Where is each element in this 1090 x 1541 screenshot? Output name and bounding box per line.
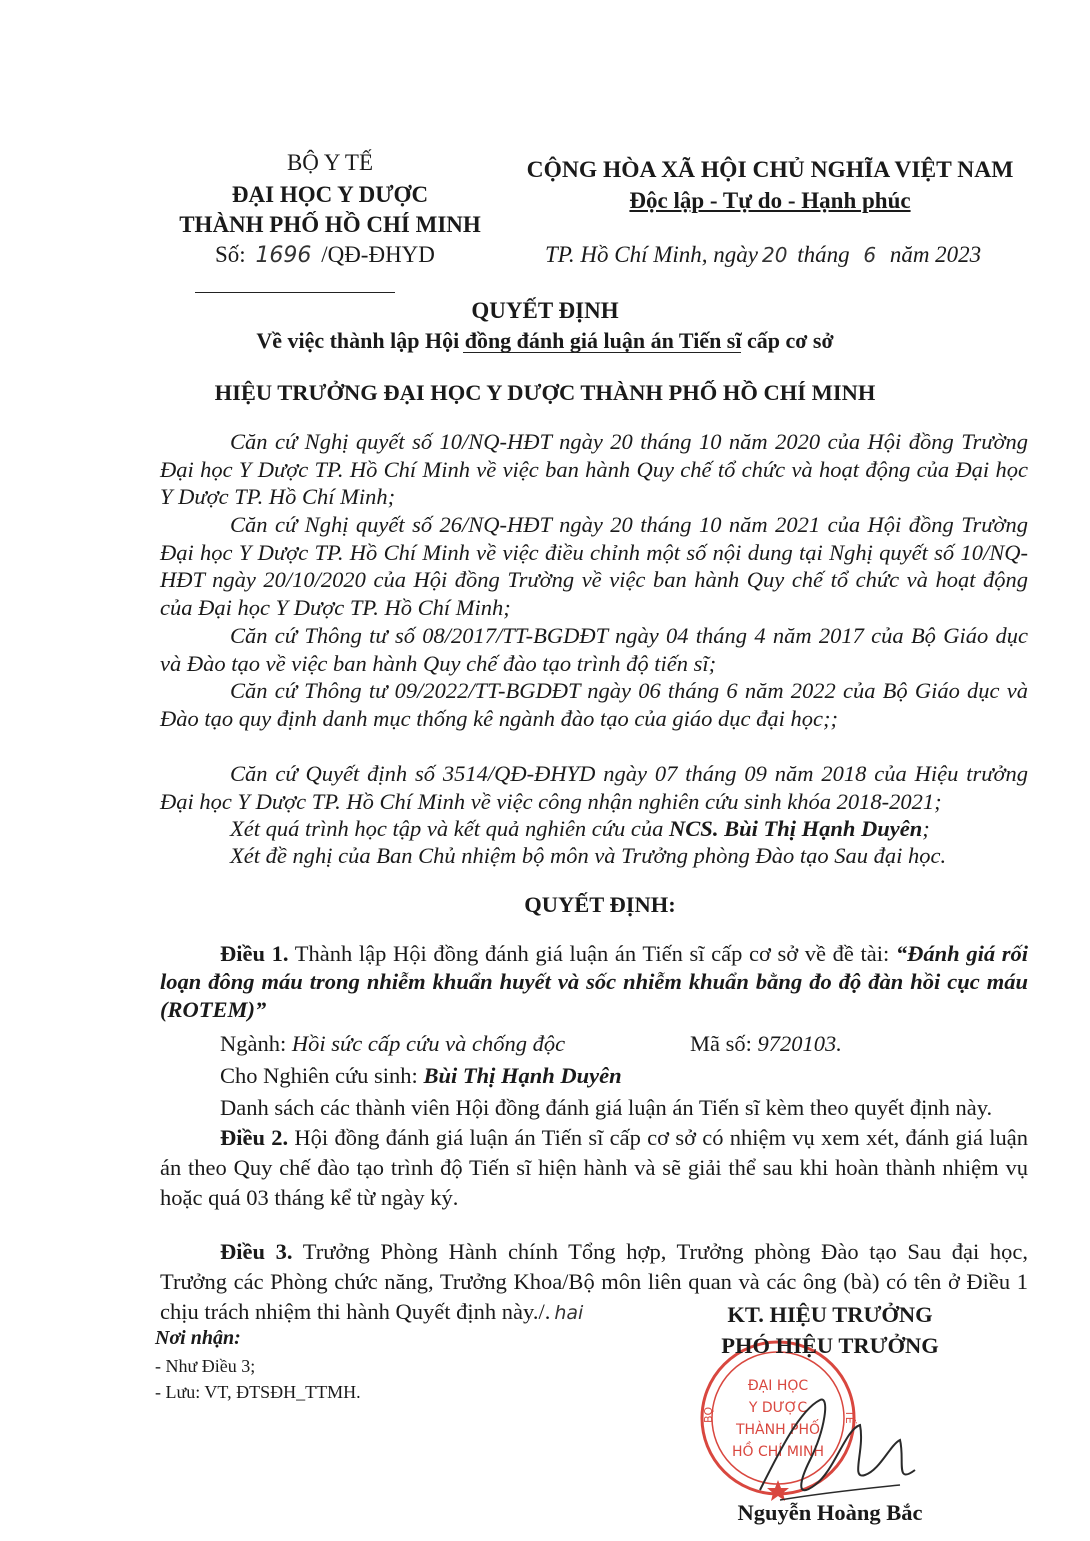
student-label: Cho Nghiên cứu sinh: bbox=[220, 1063, 424, 1088]
preamble-1: Căn cứ Nghị quyết số 10/NQ-HĐT ngày 20 tháng 10 năm 2020 của Hội đồng Trường Đại học Y Dược TP. Hồ Chí Minh về việc ban hành Quy chế tổ chức và hoạt động của Đại học Y Dược TP. Hồ Chí Minh; bbox=[160, 429, 1028, 509]
signer-name: Nguyễn Hoàng Bắc bbox=[737, 1500, 923, 1525]
student-name: Bùi Thị Hạnh Duyên bbox=[423, 1063, 622, 1088]
consider-1-prefix: Xét quá trình học tập và kết quả nghiên cứu của bbox=[230, 816, 670, 841]
decision-heading: QUYẾT ĐỊNH: bbox=[524, 892, 676, 917]
handwritten-signature-icon bbox=[740, 1390, 930, 1510]
field-label: Ngành: bbox=[220, 1031, 292, 1056]
signature-title-1: KT. HIỆU TRƯỞNG bbox=[727, 1302, 933, 1327]
preamble-2: Căn cứ Nghị quyết số 26/NQ-HĐT ngày 20 tháng 10 năm 2021 của Hội đồng Trường Đại học Y Dược TP. Hồ Chí Minh về việc điều chỉnh một số nội dung tại Nghị quyết số 10/NQ-HĐT ngày 20/10/2020 của Hội đồng Trường về việc ban hành Quy chế tổ chức và hoạt động của Đại học Y Dược TP. Hồ Chí Minh; bbox=[160, 512, 1028, 620]
seal-text-2: Y DƯỢC bbox=[748, 1400, 808, 1416]
decision-number bbox=[215, 240, 435, 271]
motto-text: Độc lập - Tự do - Hạnh phúc bbox=[629, 188, 911, 213]
number-suffix: /QĐ-ĐHYD bbox=[321, 242, 435, 267]
code-row bbox=[690, 1028, 842, 1059]
member-list-note: Danh sách các thành viên Hội đồng đánh giá luận án Tiến sĩ kèm theo quyết định này. bbox=[220, 1095, 993, 1120]
preamble-3: Căn cứ Thông tư số 08/2017/TT-BGDĐT ngày 04 tháng 4 năm 2017 của Bộ Giáo dục và Đào tạo về việc ban hành Quy chế đào tạo trình độ tiến sĩ; bbox=[160, 623, 1028, 676]
article-2-text: Hội đồng đánh giá luận án Tiến sĩ cấp cơ sở có nhiệm vụ xem xét, đánh giá luận án theo Quy chế đào tạo trình độ Tiến sĩ hiện hành và sẽ giải thể sau khi hoàn thành nhiệm vụ hoặc quá 03 tháng kể từ ngày ký. bbox=[160, 1125, 1028, 1210]
article-2-label: Điều 2. bbox=[220, 1125, 289, 1150]
article-1-topic: “Đánh giá rối loạn đông máu trong nhiễm khuẩn huyết và sốc nhiễm khuẩn bằng đo độ đàn hồi cục máu (ROTEM)” bbox=[160, 941, 1028, 1022]
subject-underline bbox=[463, 352, 741, 353]
field-row bbox=[220, 1028, 565, 1059]
code-label: Mã số: bbox=[690, 1031, 758, 1056]
date-month-label: tháng bbox=[797, 242, 850, 267]
recipient-item-2: - Lưu: VT, ĐTSĐH_TTMH. bbox=[155, 1382, 361, 1402]
seal-text-4: HỒ CHÍ MINH bbox=[731, 1444, 825, 1460]
preamble-4: Căn cứ Thông tư 09/2022/TT-BGDĐT ngày 06 tháng 6 năm 2022 của Bộ Giáo dục và Đào tạo quy định danh mục thống kê ngành đào tạo của giáo dục đại học;; bbox=[160, 678, 1028, 731]
date-month: 6 bbox=[863, 243, 877, 267]
country-name: CỘNG HÒA XÃ HỘI CHỦ NGHĨA VIỆT NAM bbox=[526, 157, 1014, 183]
consider-1-suffix: ; bbox=[922, 816, 930, 841]
article-2 bbox=[160, 1123, 1028, 1213]
consider-1-name: NCS. Bùi Thị Hạnh Duyên bbox=[669, 816, 923, 841]
number-prefix: Số: bbox=[215, 242, 246, 267]
ministry-name: BỘ Y TẾ bbox=[286, 150, 374, 175]
seal-text-3: THÀNH PHỐ bbox=[735, 1422, 821, 1438]
issuing-authority: HIỆU TRƯỞNG ĐẠI HỌC Y DƯỢC THÀNH PHỐ HỒ CHÍ MINH bbox=[214, 380, 876, 405]
national-motto bbox=[510, 186, 1030, 216]
recipient-item-1: - Như Điều 3; bbox=[155, 1356, 256, 1376]
date-day: 20 bbox=[761, 243, 788, 267]
issue-date bbox=[545, 240, 981, 270]
code-value: 9720103. bbox=[757, 1031, 842, 1056]
university-name-line2: THÀNH PHỐ HỒ CHÍ MINH bbox=[179, 212, 481, 237]
recipients-title: Nơi nhận: bbox=[155, 1327, 241, 1349]
article-3-label: Điều 3. bbox=[220, 1239, 293, 1264]
date-year: năm 2023 bbox=[889, 242, 982, 267]
article-3-text: Trưởng Phòng Hành chính Tổng hợp, Trưởng phòng Đào tạo Sau đại học, Trưởng các Phòng chức năng, Trưởng Khoa/Bộ môn liên quan và các ông (bà) có tên ở Điều 1 chịu trách nhiệm thi hành Quyết định này./. bbox=[160, 1239, 1028, 1324]
article-1-text: Thành lập Hội đồng đánh giá luận án Tiến sĩ cấp cơ sở về đề tài: bbox=[288, 941, 896, 966]
date-prefix: TP. Hồ Chí Minh, ngày bbox=[545, 242, 758, 267]
article-1 bbox=[160, 940, 1028, 1024]
preamble-5: Căn cứ Quyết định số 3514/QĐ-ĐHYD ngày 07 tháng 09 năm 2018 của Hiệu trưởng Đại học Y Dược TP. Hồ Chí Minh về việc công nhận nghiên cứu sinh khóa 2018-2021; bbox=[160, 761, 1028, 814]
seal-side-right: TẾ bbox=[843, 1410, 856, 1424]
article-1-label: Điều 1. bbox=[220, 941, 289, 966]
consider-2: Xét đề nghị của Ban Chủ nhiệm bộ môn và Trưởng phòng Đào tạo Sau đại học. bbox=[230, 843, 947, 868]
student-row bbox=[220, 1060, 622, 1091]
header-left-underline bbox=[195, 292, 395, 293]
field-value: Hồi sức cấp cứu và chống độc bbox=[291, 1031, 566, 1056]
article-3-initials: hai bbox=[554, 1302, 584, 1324]
university-name-line1: ĐẠI HỌC Y DƯỢC bbox=[231, 182, 429, 207]
number-handwritten: 1696 bbox=[255, 243, 312, 268]
document-subject: Về việc thành lập Hội đồng đánh giá luận án Tiến sĩ cấp cơ sở bbox=[256, 328, 834, 353]
seal-text-1: ĐẠI HỌC bbox=[747, 1378, 809, 1394]
seal-side-left: BỘ bbox=[702, 1406, 715, 1423]
consider-1 bbox=[160, 815, 1028, 843]
document-title: QUYẾT ĐỊNH bbox=[471, 298, 619, 323]
signature-title-2: PHÓ HIỆU TRƯỞNG bbox=[721, 1333, 939, 1358]
